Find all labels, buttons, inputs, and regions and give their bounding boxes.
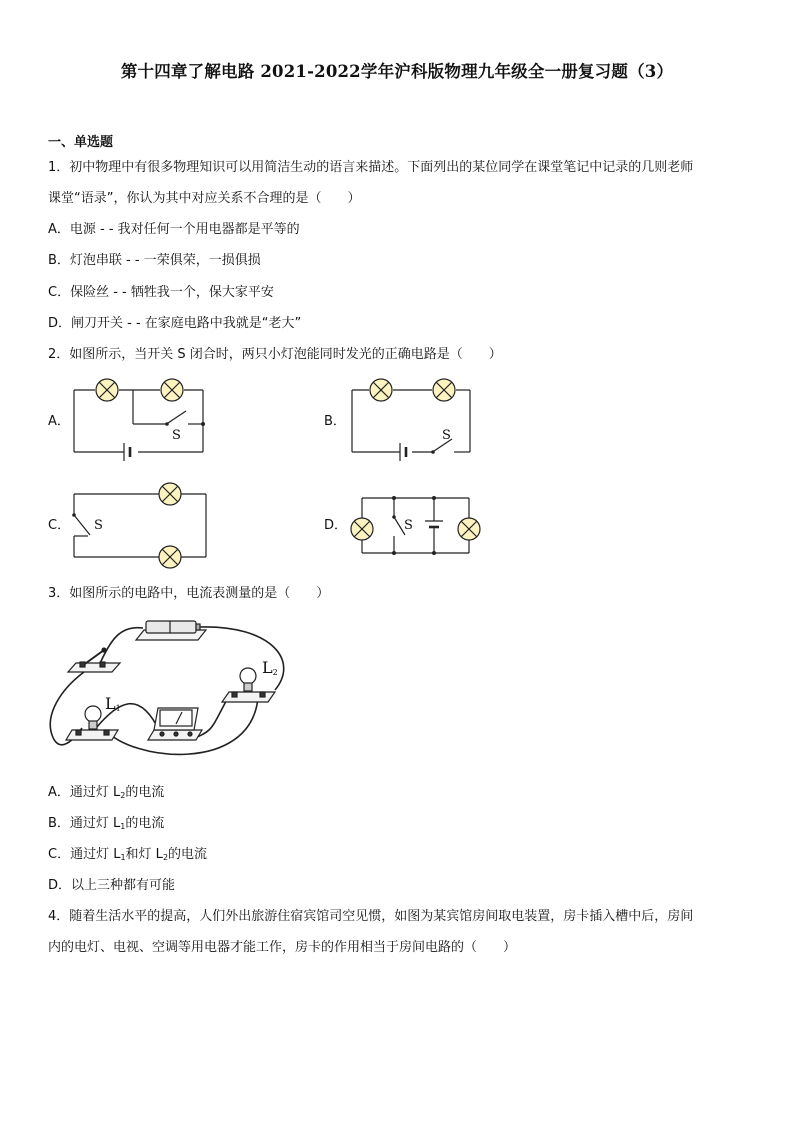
lamp-l2-label: $L_2$	[262, 658, 278, 677]
page-title: 第十四章了解电路 2021-2022学年沪科版物理九年级全一册复习题（3）	[120, 62, 674, 81]
q2-stem: 2．如图所示，当开关 S 闭合时，两只小灯泡能同时发光的正确电路是（ ）	[48, 347, 502, 362]
q1-option-c: C．保险丝 - - 牺牲我一个，保大家平安	[48, 285, 274, 300]
switch-label-c: S	[94, 518, 103, 533]
q4-stem-line1: 4．随着生活水平的提高，人们外出旅游住宿宾馆司空见惯，如图为某宾馆房间取电装置，房卡插入槽中后，房间	[48, 909, 694, 924]
lamp-l1-label: $L_1$	[105, 694, 121, 713]
q3-option-c: C．通过灯 $L_1$和灯 $L_2$的电流	[48, 847, 208, 862]
ammeter-icon	[148, 708, 202, 740]
q3-option-d: D．以上三种都有可能	[48, 878, 176, 893]
q3-option-a: A．通过灯 $L_2$的电流	[48, 785, 165, 800]
q2-option-d-label: D．	[324, 518, 348, 533]
q1-option-b: B．灯泡串联 - - 一荣俱荣，一损俱损	[48, 253, 261, 268]
q1-option-d: D．闸刀开关 - - 在家庭电路中我就是“老大”	[48, 316, 302, 331]
section-heading: 一、单选题	[48, 135, 114, 150]
knife-switch-icon	[68, 648, 120, 672]
q3-stem: 3．如图所示的电路中，电流表测量的是（ ）	[48, 586, 330, 601]
q3-option-b: B．通过灯 $L_1$的电流	[48, 816, 165, 831]
q2-option-b-label: B．	[324, 414, 346, 429]
q1-stem-line2: 课堂“语录”，你认为其中对应关系不合理的是（ ）	[48, 191, 361, 206]
q4-stem-line2: 内的电灯、电视、空调等用电器才能工作，房卡的作用相当于房间电路的（ ）	[48, 940, 517, 955]
switch-label-a: S	[172, 428, 181, 443]
q2-option-a-label: A．	[48, 414, 70, 429]
q1-option-a: A．电源 - - 我对任何一个用电器都是平等的	[48, 222, 300, 237]
q1-stem-line1: 1．初中物理中有很多物理知识可以用简洁生动的语言来描述。下面列出的某位同学在课堂笔记中记录的几则老师	[48, 160, 694, 175]
battery-icon	[136, 621, 206, 640]
switch-label-d: S	[404, 518, 413, 533]
q2-option-c-label: C．	[48, 518, 71, 533]
switch-label-b: S	[442, 428, 451, 443]
